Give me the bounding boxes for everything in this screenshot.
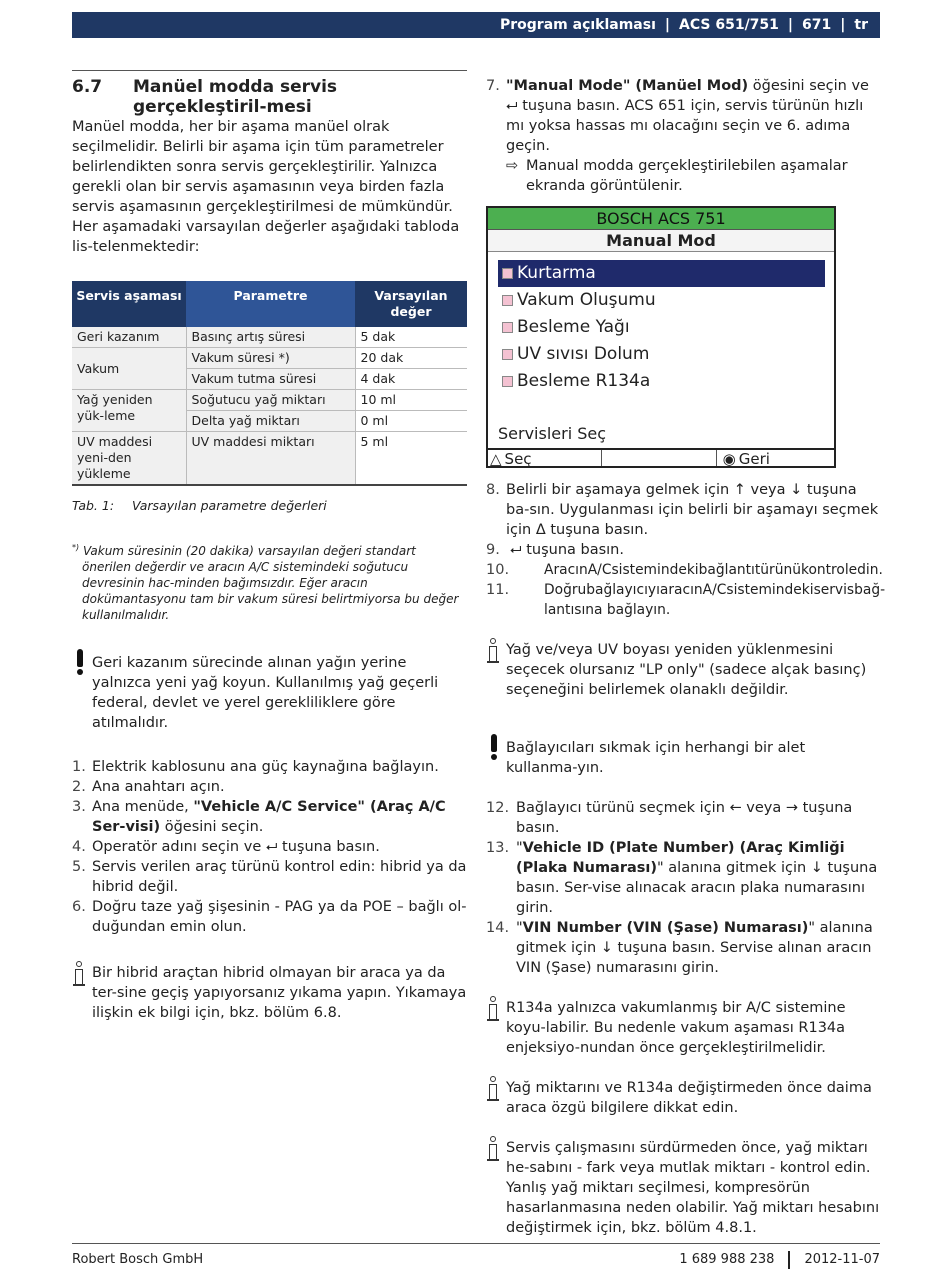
procedure-steps-12-14	[486, 798, 880, 978]
footer-divider	[788, 1251, 790, 1269]
list-item: 12. Bağlayıcı türünü seçmek için ← veya → tuşuna basın.	[486, 800, 853, 836]
section-number: 6.7	[72, 77, 103, 97]
result-text: Manual modda gerçekleştirilebilen aşamalar ekranda görüntülenir.	[526, 158, 848, 194]
procedure-steps-8-11	[486, 480, 886, 620]
table-row	[72, 390, 467, 411]
warning-note	[72, 653, 467, 733]
table-cell-param: UV maddesi miktarı	[186, 432, 355, 486]
footer-rule	[72, 1243, 880, 1244]
warning-icon	[74, 649, 86, 679]
checkbox-icon	[502, 322, 513, 333]
softkey-back[interactable]: ◉ Geri	[722, 450, 770, 468]
table-cell-param: Vakum tutma süresi	[186, 369, 355, 390]
checkbox-icon	[502, 268, 513, 279]
softkey-empty	[602, 450, 716, 466]
header-section: Program açıklaması	[500, 17, 656, 33]
warning-note	[486, 738, 880, 778]
triangle-icon: △	[490, 450, 502, 468]
header-language: tr	[854, 17, 868, 33]
list-item: 9. ⮠ tuşuna basın.	[486, 542, 624, 558]
table-cell-param: Vakum süresi *)	[186, 348, 355, 369]
left-column	[72, 70, 467, 1023]
info-icon	[487, 1136, 501, 1164]
table-header-parameter: Parametre	[186, 281, 355, 327]
section-heading	[72, 77, 467, 117]
info-note	[486, 1078, 880, 1118]
screen-hint: Servisleri Seç	[498, 424, 607, 443]
right-column	[486, 76, 886, 1238]
table-cell-param: Soğutucu yağ miktarı	[186, 390, 355, 411]
procedure-steps-continued	[486, 76, 880, 156]
table-row	[72, 327, 467, 348]
warning-icon	[488, 734, 500, 764]
screen-brand: BOSCH ACS 751	[488, 208, 834, 230]
info-icon	[73, 961, 87, 989]
info-note	[72, 963, 467, 1023]
table-caption-label: Tab. 1:	[72, 498, 115, 513]
table-header-stage: Servis aşaması	[72, 281, 186, 327]
list-item: 1. Elektrik kablosunu ana güç kaynağına bağlayın.	[72, 759, 439, 775]
footer-meta	[679, 1250, 880, 1270]
result-arrow-icon: ⇨	[506, 158, 519, 174]
table-cell-param: Delta yağ miktarı	[186, 411, 355, 432]
list-item: 7. "Manual Mode" (Manüel Mod) öğesini seçin ve ⮠ tuşuna basın. ACS 651 için, servis türünün hızlı mı yoksa hassas mı olacağını seçin ve 6. adıma geçin.	[486, 78, 869, 154]
info-text: R134a yalnızca vakumlanmış bir A/C sistemine koyu-labilir. Bu nedenle vakum aşaması R134a enjeksiyo-nundan önce gerçekleştirilmelidir.	[506, 1000, 846, 1056]
table-cell-stage: Geri kazanım	[72, 327, 186, 348]
softkey-select[interactable]: △ Seç	[488, 450, 602, 466]
footer-company: Robert Bosch GmbH	[72, 1252, 204, 1267]
list-item: 11. DoğrubağlayıcıyıaracınA/Csistemindekiservisbağ-lantısına bağlayın.	[486, 582, 886, 618]
warning-text: Geri kazanım sürecinde alınan yağın yerine yalnızca yeni yağ koyun. Kullanılmış yağ geçerli federal, devlet ve yerel gerekliliklere göre atılmalıdır.	[92, 655, 439, 731]
intro-paragraph-2: Her aşamadaki varsayılan değerler aşağıdaki tabloda lis-telenmektedir:	[72, 219, 460, 255]
default-parameters-table	[72, 281, 467, 486]
circle-icon: ◉	[722, 450, 736, 468]
table-row	[72, 348, 467, 369]
table-cell-value: 5 ml	[355, 432, 467, 486]
table-caption	[72, 496, 467, 516]
list-item: 2. Ana anahtarı açın.	[72, 779, 225, 795]
footer-date: 2012-11-07	[804, 1252, 880, 1267]
table-cell-stage: UV maddesi yeni-den yükleme	[72, 432, 186, 486]
intro-paragraph: Manüel modda, her bir aşama manüel olrak seçilmelidir. Belirli bir aşama için tüm parametreler belirlendikten sonra servis gerçekleştirilir. Yalnızca gerekli olan bir servis aşamasının veya birden fazla servis aşamasının gerçekleştirilmesi de mümkündür.	[72, 119, 453, 215]
info-icon	[487, 996, 501, 1024]
header-product: ACS 651/751	[679, 17, 779, 33]
page-header: Program açıklaması | ACS 651/751 | 671 | tr	[72, 12, 880, 38]
list-item: 6. Doğru taze yağ şişesinin - PAG ya da POE – bağlı ol-duğundan emin olun.	[72, 899, 467, 935]
table-caption-text: Varsayılan parametre değerleri	[132, 498, 327, 513]
table-cell-value: 4 dak	[355, 369, 467, 390]
list-item: 5. Servis verilen araç türünü kontrol edin: hibrid ya da hibrid değil.	[72, 859, 467, 895]
screen-menu	[498, 260, 825, 395]
table-cell-stage: Yağ yeniden yük-leme	[72, 390, 186, 432]
info-note	[486, 1138, 880, 1238]
list-item: 10. AracınA/Csistemindekibağlantıtürünükontroledin.	[486, 562, 883, 578]
screen-menu-item[interactable]: Besleme Yağı	[498, 314, 825, 341]
list-item: 8. Belirli bir aşamaya gelmek için ↑ veya ↓ tuşuna ba-sın. Uygulanması için belirli bir aşamayı seçmek için Δ tuşuna basın.	[486, 482, 879, 538]
footnote-mark: *)	[72, 543, 80, 552]
warning-text: Bağlayıcıları sıkmak için herhangi bir alet kullanma-yın.	[506, 740, 806, 776]
footer-doc-number: 1 689 988 238	[679, 1252, 775, 1267]
table-cell-value: 5 dak	[355, 327, 467, 348]
info-note	[486, 640, 880, 700]
info-text: Yağ ve/veya UV boyası yeniden yüklenmesini seçecek olursanız "LP only" (sadece alçak basınç) seçeneğini belirlemek olanaklı değildir.	[506, 642, 867, 698]
screen-menu-item[interactable]: UV sıvısı Dolum	[498, 341, 825, 368]
footnote-text: Vakum süresinin (20 dakika) varsayılan değeri standart önerilen değerdir ve aracın A/C sistemindeki soğutucu devresinin hac-minden bağımsızdır. Eğer aracın dokümantasyonu tam bir vakum süresi belirtmiyorsa bu değer kullanılmalıdır.	[82, 544, 459, 622]
table-cell-value: 20 dak	[355, 348, 467, 369]
device-screen	[486, 206, 836, 468]
screen-menu-item[interactable]: Vakum Oluşumu	[498, 287, 825, 314]
info-text: Servis çalışmasını sürdürmeden önce, yağ miktarı he-sabını - fark veya mutlak miktarı - kontrol edin. Yanlış yağ miktarı seçilmesi, kompresörün hasarlanmasına neden olabilir. Yağ miktarı hesabını değiştirmek için, bkz. bölüm 4.8.1.	[506, 1140, 880, 1236]
procedure-steps	[72, 757, 467, 937]
checkbox-icon	[502, 295, 513, 306]
table-cell-param: Basınç artış süresi	[186, 327, 355, 348]
header-page-number: 671	[802, 17, 832, 33]
result-line	[486, 156, 880, 196]
screen-mode-title: Manual Mod	[488, 230, 834, 252]
list-item: 14. "VIN Number (VIN (Şase) Numarası)" alanına gitmek için ↓ tuşuna basın. Servise alınan aracın VIN (Şase) numarasını girin.	[486, 920, 873, 976]
table-cell-value: 0 ml	[355, 411, 467, 432]
checkbox-icon	[502, 376, 513, 387]
list-item: 4. Operatör adını seçin ve ⮠ tuşuna basın.	[72, 839, 380, 855]
table-cell-stage: Vakum	[72, 348, 186, 390]
screen-menu-item[interactable]: Besleme R134a	[498, 368, 825, 395]
info-icon	[487, 1076, 501, 1104]
table-header-default: Varsayılan değer	[355, 281, 467, 327]
info-text: Yağ miktarını ve R134a değiştirmeden önce daima araca özgü bilgilere dikkat edin.	[506, 1080, 872, 1116]
info-icon	[487, 638, 501, 666]
info-note	[486, 998, 880, 1058]
list-item: 3. Ana menüde, "Vehicle A/C Service" (Araç A/C Ser-visi) öğesini seçin.	[72, 799, 446, 835]
screen-softkeys	[488, 448, 834, 466]
table-row	[72, 432, 467, 486]
section-title: Manüel modda servis gerçekleştiril-mesi	[133, 77, 338, 117]
checkbox-icon	[502, 349, 513, 360]
list-item: 13. "Vehicle ID (Plate Number) (Araç Kimliği (Plaka Numarası)" alanına gitmek için ↓ tuşuna basın. Ser-vise alınacak aracın plaka numarasını girin.	[486, 840, 878, 916]
table-footnote	[72, 540, 467, 623]
info-text: Bir hibrid araçtan hibrid olmayan bir araca ya da ter-sine geçiş yapıyorsanız yıkama yapın. Yıkamaya ilişkin ek bilgi için, bkz. bölüm 6.8.	[92, 965, 467, 1021]
table-cell-value: 10 ml	[355, 390, 467, 411]
screen-menu-item[interactable]: Kurtarma	[498, 260, 825, 287]
section-rule	[72, 70, 467, 71]
